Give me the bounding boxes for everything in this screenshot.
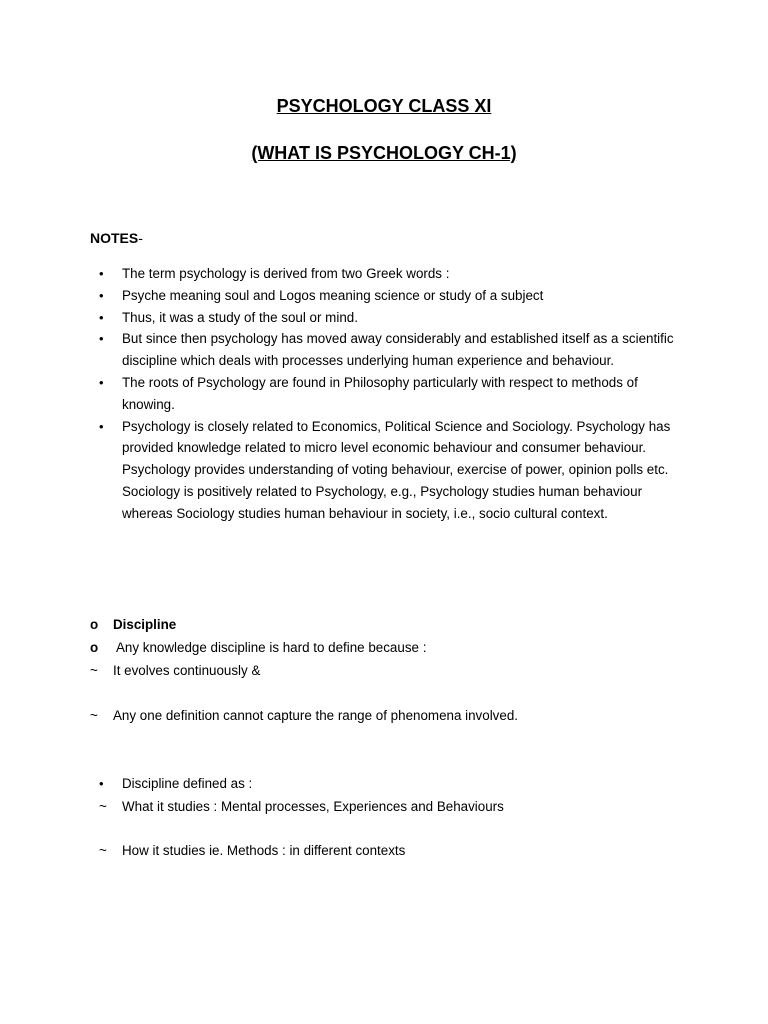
bullet-icon: •: [99, 374, 104, 390]
circle-bullet-icon: o: [90, 617, 99, 632]
page-title: PSYCHOLOGY CLASS XI: [276, 96, 492, 116]
defined-as-text: Discipline defined as :: [122, 776, 253, 791]
list-item-text: But since then psychology has moved away considerably and established itself as a scientific discipline which deals with processes underlying human experience and behaviour.: [122, 331, 674, 369]
list-item: [90, 416, 690, 525]
list-item: [90, 263, 690, 285]
reason-text-2: Any one definition cannot capture the range of phenomena involved.: [113, 708, 518, 723]
list-item: [90, 372, 690, 416]
notes-heading: [90, 230, 143, 246]
page-subtitle: (WHAT IS PSYCHOLOGY CH-1): [251, 143, 517, 163]
what-it-studies-text: What it studies : Mental processes, Experiences and Behaviours: [122, 799, 504, 814]
list-item: [90, 307, 690, 329]
how-it-studies-text: How it studies ie. Methods : in different contexts: [122, 843, 406, 858]
bullet-icon: •: [99, 266, 104, 281]
bullet-icon: •: [99, 287, 104, 303]
discipline-heading: Discipline: [113, 617, 177, 632]
bullet-icon: •: [99, 309, 104, 325]
notes-label-text: NOTES: [90, 230, 139, 246]
list-item-text: Psyche meaning soul and Logos meaning science or study of a subject: [122, 287, 544, 303]
list-item-text: Thus, it was a study of the soul or mind.: [122, 309, 358, 325]
bullet-icon: •: [99, 418, 104, 434]
bullet-icon: •: [99, 776, 104, 791]
list-item-text: The term psychology is derived from two Greek words :: [122, 266, 450, 281]
tilde-bullet-icon: ~: [99, 843, 107, 858]
tilde-bullet-icon: ~: [90, 663, 98, 678]
discipline-intro-text: Any knowledge discipline is hard to define because :: [116, 640, 427, 655]
tilde-bullet-icon: ~: [90, 708, 98, 723]
list-item: [90, 328, 690, 372]
notes-bullet-list: [90, 263, 690, 525]
list-item-text: Psychology is closely related to Economics, Political Science and Sociology. Psychology has provided knowledge related to micro level economic behaviour and consumer behaviour. Psychology provides understanding of voting behaviour, exercise of power, opinion polls etc. Sociology is positively related to Psychology, e.g., Psychology studies human behaviour whereas Sociology studies human behaviour in society, i.e., socio cultural context.: [122, 418, 671, 521]
circle-bullet-icon: o: [90, 640, 99, 655]
notes-dash: -: [138, 230, 143, 246]
list-item: [90, 285, 690, 307]
tilde-bullet-icon: ~: [99, 799, 107, 814]
list-item-text: The roots of Psychology are found in Philosophy particularly with respect to methods of knowing.: [122, 374, 638, 412]
reason-text-1: It evolves continuously &: [113, 663, 261, 678]
bullet-icon: •: [99, 331, 104, 347]
